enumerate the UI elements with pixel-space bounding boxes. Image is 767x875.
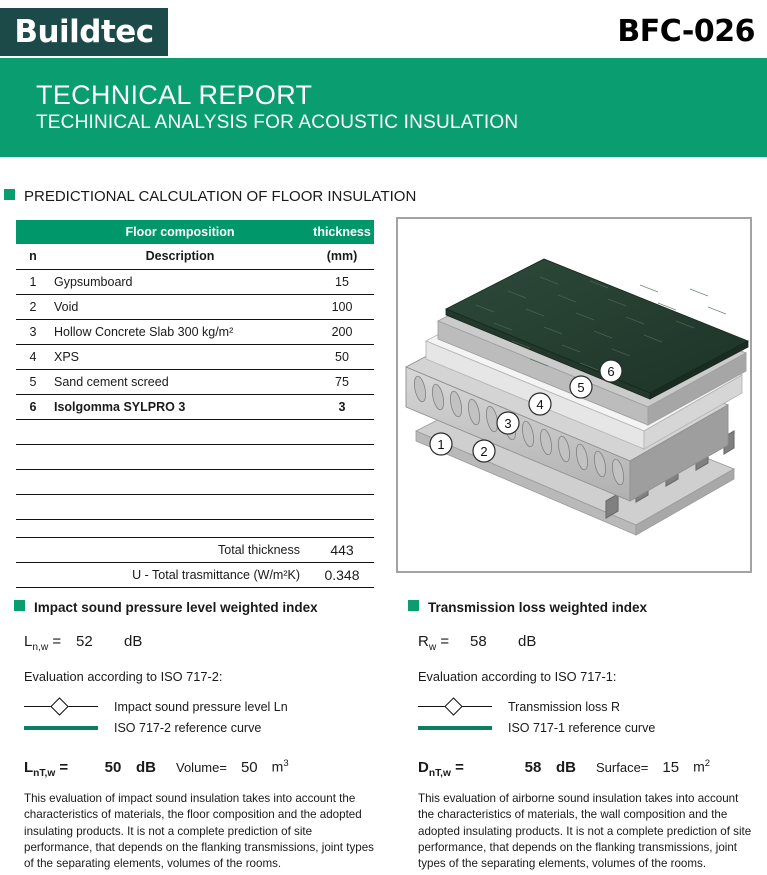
impact-volume-value: 50 (240, 758, 258, 776)
diagram-callout-1 (430, 433, 452, 455)
diagram-callout-5 (570, 376, 592, 398)
row-thickness: 75 (310, 369, 374, 394)
row-index: 2 (16, 294, 50, 319)
section-heading-label: PREDICTIONAL CALCULATION OF FLOOR INSULATION (24, 188, 417, 205)
table-row-spacer (16, 519, 374, 537)
brand-logo (0, 8, 168, 56)
svg-text:2: 2 (480, 444, 488, 459)
row-description: Gypsumboard (50, 269, 310, 294)
svg-text:4: 4 (536, 397, 544, 412)
transmission-surface-label: Surface= (596, 759, 649, 775)
diamond-line-marker-icon (24, 700, 98, 714)
transmission-heading (408, 600, 766, 615)
diagram-callout-2 (473, 440, 495, 462)
table-col-units: (mm) (310, 244, 374, 269)
row-thickness: 100 (310, 294, 374, 319)
table-row (16, 394, 374, 419)
report-subtitle: TECHINICAL ANALYSIS FOR ACOUSTIC INSULATION (36, 112, 519, 133)
transmission-index-symbol: $R_w$ = (418, 633, 450, 653)
total-thickness-label: Total thickness (50, 537, 310, 562)
table-row-empty (16, 494, 374, 519)
impact-index-value: 52 (76, 633, 93, 650)
impact-result-symbol: $L_{nT,w}$ = (24, 758, 69, 779)
impact-evaluation-standard: Evaluation according to ISO 717-2: (24, 669, 223, 684)
transmission-index-value: 58 (470, 633, 487, 650)
impact-heading-label: Impact sound pressure level weighted index (34, 600, 318, 615)
transmission-legend-reference (418, 717, 766, 738)
impact-index-unit: dB (124, 633, 143, 650)
table-row (16, 294, 374, 319)
impact-sound-section (6, 600, 386, 873)
svg-text:5: 5 (577, 380, 585, 395)
row-description: Hollow Concrete Slab 300 kg/m² (50, 319, 310, 344)
bullet-square-icon (14, 600, 25, 611)
impact-volume-label: Volume= (176, 759, 227, 775)
floor-assembly-diagram (396, 217, 752, 573)
transmittance-label: U - Total trasmittance (W/m²K) (50, 562, 310, 587)
transmission-note: This evaluation of airborne sound insulation takes into account the characteristics of materials, the wall composition and the adopted insulating products. It is not a complete prediction of site performance, that depends on the flanking transmissions, joint types of the separating elements, volumes of the rooms. (418, 791, 752, 871)
table-col-n: n (16, 244, 50, 269)
table-row (16, 319, 374, 344)
transmission-result-symbol: $D_{nT,w}$ = (418, 758, 464, 779)
table-subheader-row (16, 244, 374, 269)
diagram-callout-4 (529, 393, 551, 415)
section-heading-prediction (4, 188, 416, 205)
transmission-legend-curve-label: Transmission loss R (508, 699, 621, 714)
transmission-index-row (418, 633, 766, 653)
title-banner (0, 58, 767, 157)
row-index: 1 (16, 269, 50, 294)
row-description: XPS (50, 344, 310, 369)
row-thickness: 50 (310, 344, 374, 369)
row-description: Sand cement screed (50, 369, 310, 394)
transmission-legend-reference-label: ISO 717-1 reference curve (508, 720, 656, 735)
transmission-loss-section (400, 600, 766, 873)
table-row-empty (16, 444, 374, 469)
transmission-legend-curve (418, 696, 766, 717)
table-body (16, 269, 374, 587)
transmission-result-row (418, 758, 766, 779)
impact-index-row (24, 633, 386, 653)
diagram-callout-3 (497, 412, 519, 434)
green-line-marker-icon (24, 721, 98, 735)
table-row (16, 369, 374, 394)
report-title: TECHNICAL REPORT (36, 80, 313, 110)
impact-legend-reference (24, 717, 386, 738)
row-index: 5 (16, 369, 50, 394)
table-row-transmittance (16, 562, 374, 587)
floor-assembly-svg (398, 219, 750, 571)
impact-result-unit: dB (136, 758, 156, 776)
row-thickness: 3 (310, 394, 374, 419)
impact-heading (14, 600, 386, 615)
impact-note: This evaluation of impact sound insulation takes into account the characteristics of materials, the floor composition and the adopted insulating products. It is not a complete prediction of site performance, that depends on the flanking transmissions, joint types of the separating elements, volumes of the rooms. (24, 791, 374, 871)
table-row (16, 269, 374, 294)
row-description: Void (50, 294, 310, 319)
transmission-index-unit: dB (518, 633, 537, 650)
impact-volume-unit: $m^3$ (271, 758, 289, 775)
row-index: 6 (16, 394, 50, 419)
svg-text:6: 6 (607, 364, 615, 379)
transmission-surface-value: 15 (662, 758, 680, 776)
table-row-empty (16, 419, 374, 444)
row-thickness: 15 (310, 269, 374, 294)
bullet-square-icon (4, 189, 15, 200)
transmission-surface-unit: $m^2$ (693, 758, 711, 775)
row-description: Isolgomma SYLPRO 3 (50, 394, 310, 419)
svg-text:1: 1 (437, 437, 445, 452)
table-col-description: Description (50, 244, 310, 269)
transmission-result-value: 58 (524, 758, 542, 776)
impact-legend-curve-label: Impact sound pressure level Ln (114, 699, 288, 714)
impact-legend (24, 696, 386, 738)
diamond-line-marker-icon (418, 700, 492, 714)
impact-result-row (24, 758, 386, 779)
table-header-blank (16, 220, 50, 244)
table-header-floor-composition: Floor composition (50, 220, 310, 244)
transmission-legend (418, 696, 766, 738)
table-row (16, 344, 374, 369)
diagram-callout-6 (600, 360, 622, 382)
table-row-empty (16, 469, 374, 494)
brand-logo-text: Buildtec (14, 14, 154, 50)
transmission-heading-label: Transmission loss weighted index (428, 600, 648, 615)
table-header-group-row (16, 220, 374, 244)
transmission-evaluation-standard: Evaluation according to ISO 717-1: (418, 669, 617, 684)
impact-result-value: 50 (104, 758, 122, 776)
impact-legend-curve (24, 696, 386, 717)
row-index: 4 (16, 344, 50, 369)
svg-text:3: 3 (504, 416, 512, 431)
document-code: BFC-026 (617, 14, 755, 49)
floor-composition-table (16, 220, 374, 588)
transmission-result-unit: dB (556, 758, 576, 776)
row-thickness: 200 (310, 319, 374, 344)
total-thickness-value: 443 (310, 537, 374, 562)
bullet-square-icon (408, 600, 419, 611)
transmittance-value: 0.348 (310, 562, 374, 587)
table-header-thickness: thickness (310, 220, 374, 244)
green-line-marker-icon (418, 721, 492, 735)
impact-legend-reference-label: ISO 717-2 reference curve (114, 720, 262, 735)
table-row-total-thickness (16, 537, 374, 562)
impact-index-symbol: $L_{n,w}$ = (24, 633, 62, 653)
row-index: 3 (16, 319, 50, 344)
